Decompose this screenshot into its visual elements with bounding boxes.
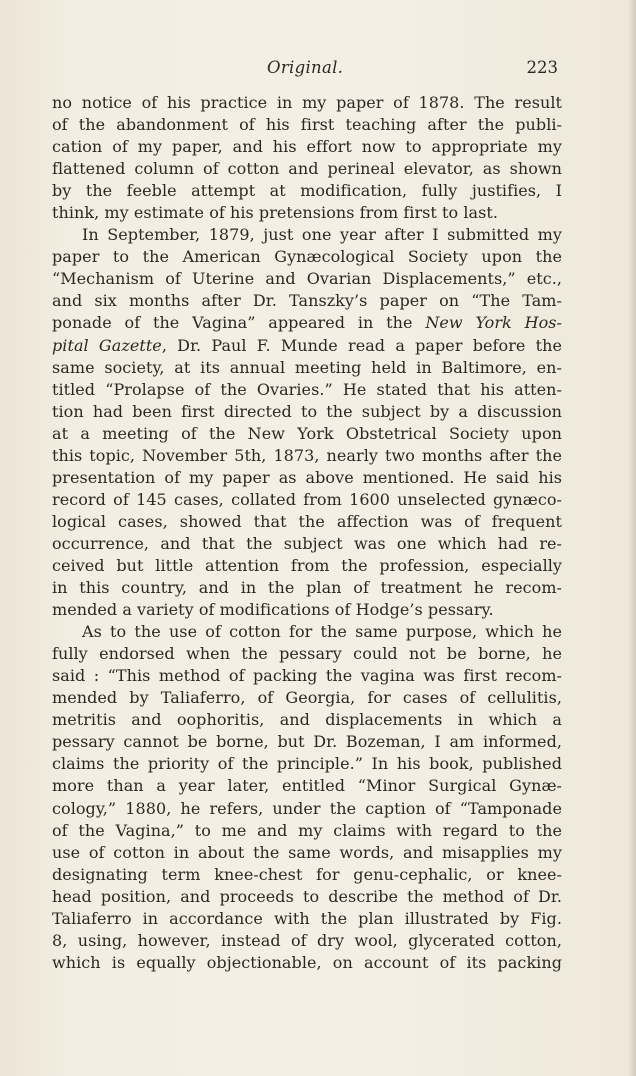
text-line: which is equally objectionable, on account of its packing [52, 952, 562, 972]
text-line: presentation of my paper as above mentioned. He said his [52, 467, 562, 487]
body-text [52, 92, 562, 974]
text-line: fully endorsed when the pessary could not be borne, he [52, 644, 562, 664]
text-line: tion had been first directed to the subject by a discussion [52, 401, 562, 421]
text-line: flattened column of cotton and perineal elevator, as shown [52, 159, 562, 179]
text-line: metritis and oophoritis, and displacements in which a [52, 710, 562, 730]
text-line: record of 145 cases, collated from 1600 unselected gynæco- [52, 489, 562, 509]
text-line: no notice of his practice in my paper of 1878. The result [52, 93, 562, 112]
text-line: paper to the American Gynæcological Society upon the [52, 247, 562, 267]
text-line: in this country, and in the plan of treatment he recom- [52, 578, 562, 598]
text-line: use of cotton in about the same words, and misapplies my [52, 842, 562, 862]
text-line: In September, 1879, just one year after I submitted my [82, 225, 562, 245]
text-line: Taliaferro in accordance with the plan illustrated by Fig. [52, 908, 562, 928]
text-line: mended a variety of modifications of Hodge’s pessary. [52, 600, 494, 620]
text-line: at a meeting of the New York Obstetrical Society upon [52, 423, 562, 443]
text-line: more than a year later, entitled “Minor Surgical Gynæ- [52, 776, 562, 796]
text-line: 8, using, however, instead of dry wool, glycerated cotton, [52, 930, 562, 950]
text-line: by the feeble attempt at modification, fully justifies, I [52, 181, 562, 201]
text-line: As to the use of cotton for the same purpose, which he [82, 622, 562, 642]
text-line: claims the priority of the principle.” In his book, published [52, 754, 562, 774]
page-number: 223 [526, 58, 558, 77]
text-line: occurrence, and that the subject was one which had re- [52, 533, 562, 553]
text-line: cology,” 1880, he refers, under the caption of “Tamponade [52, 798, 562, 818]
text-line: cation of my paper, and his effort now to appropriate my [52, 137, 562, 157]
text-line: of the abandonment of his first teaching after the publi- [52, 115, 562, 135]
running-head [52, 58, 558, 82]
text-line: same society, at its annual meeting held in Baltimore, en- [52, 357, 562, 377]
text-line: titled “Prolapse of the Ovaries.” He stated that his atten- [52, 379, 562, 399]
text-line: and six months after Dr. Tanszky’s paper on “The Tam- [52, 291, 562, 311]
line-segment: , Dr. Paul F. Munde read a paper before the [161, 335, 562, 355]
text-line: designating term knee-chest for genu-cephalic, or knee- [52, 864, 562, 884]
journal-title-italic: New York Hos- [425, 313, 563, 333]
text-line: “Mechanism of Uterine and Ovarian Displacements,” etc., [52, 269, 562, 289]
line-segment: ponade of the Vagina” appeared in the [52, 313, 426, 333]
text-line [52, 335, 562, 357]
text-line: logical cases, showed that the affection was of frequent [52, 511, 562, 531]
text-line: mended by Taliaferro, of Georgia, for cases of cellulitis, [52, 688, 562, 708]
text-line: said : “This method of packing the vagina was first recom- [52, 666, 562, 686]
text-line: this topic, November 5th, 1873, nearly two months after the [52, 445, 562, 465]
text-line: of the Vagina,” to me and my claims with regard to the [52, 820, 562, 840]
text-line: ceived but little attention from the profession, especially [52, 555, 562, 575]
journal-title-italic: pital Gazette [52, 335, 162, 355]
running-title: Original. [267, 58, 344, 77]
text-line: head position, and proceeds to describe the method of Dr. [52, 886, 562, 906]
text-line: think, my estimate of his pretensions from first to last. [52, 203, 498, 223]
text-line: pessary cannot be borne, but Dr. Bozeman, I am informed, [52, 732, 562, 752]
text-line [52, 312, 562, 334]
